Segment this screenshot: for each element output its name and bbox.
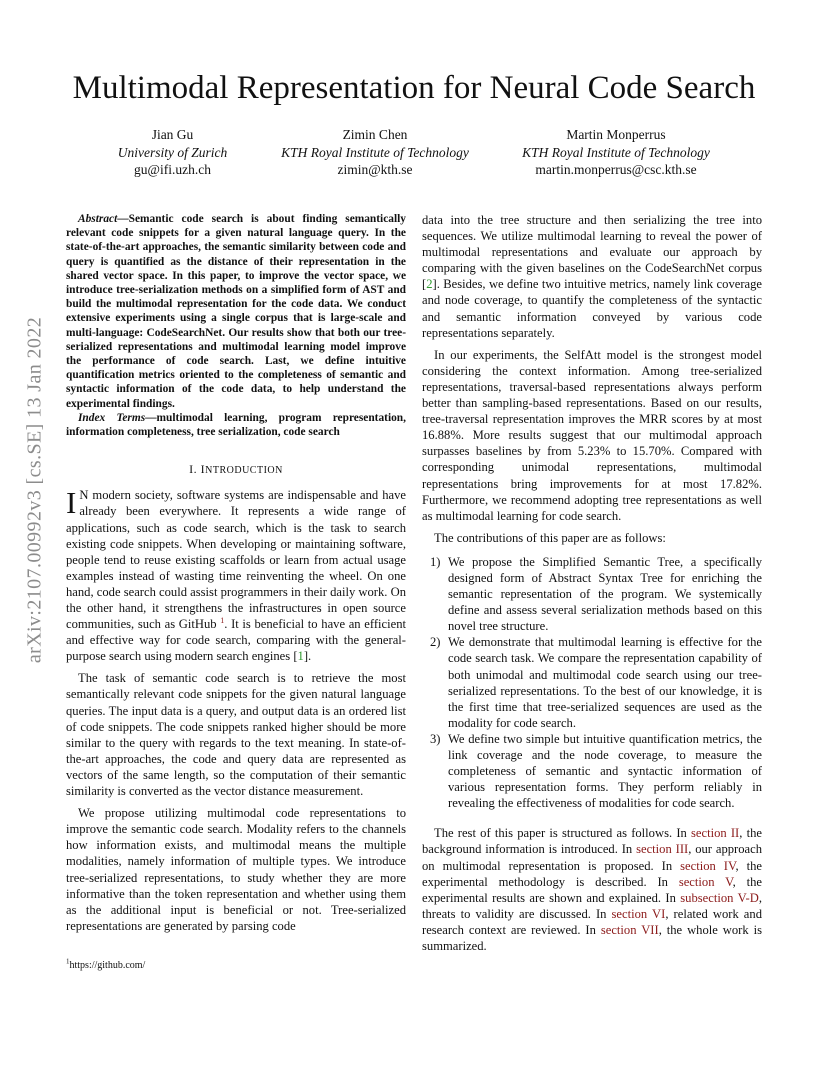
- intro-paragraph-2: The task of semantic code search is to retrieve the most semantically relevant code snippets for the given natural language queries. The input data is a query, and output data is an ordered list of code snippets. The code snippets ranked higher should be more similar to the query with regards to the text meaning. In state-of-the-art approaches, the code and query data are represented as vectors of the same length, so the computation of their semantic similarity is converted as the vector distance measurement.: [66, 671, 406, 799]
- footnote-mark[interactable]: 1: [220, 615, 225, 625]
- intro-paragraph-7: [422, 825, 762, 954]
- author-block-3: [500, 126, 732, 179]
- paragraph-text: , the experimental results are shown and explained. In: [422, 874, 762, 905]
- section-link[interactable]: section IV: [680, 858, 736, 873]
- citation-link[interactable]: 2: [426, 277, 433, 292]
- list-item: [422, 634, 762, 731]
- author-name: Martin Monperrus: [566, 127, 666, 142]
- index-terms: [66, 411, 406, 439]
- abstract-text: —Semantic code search is about finding semantically relevant code snippets for a given natural language query. In the state-of-the-art approaches, the semantic similarity between code and query is quantified as the distance of their representation in the shared vector space. In this paper, to improve the vector space, we introduce tree-serialization methods on a simplified form of AST and build the multimodal representation for the code data. We conduct extensive experiments using a single corpus that is large-scale and multi-language: CodeSearchNet. Our results show that both our tree-serialized representations and multimodal learning model improve the performance of code search. Last, we define intuitive quantification metrics oriented to the completeness of semantic and syntactic information of the code data, to help understand the experimental findings.: [66, 213, 406, 410]
- list-text: We propose the Simplified Semantic Tree, a specifically designed form of Abstract Syntax Tree for enriching the semantic representation of the program. We systemically define and assess several serialization methods based on this novel tree structure.: [448, 554, 762, 634]
- left-column: [66, 212, 406, 940]
- author-block-2: [260, 126, 490, 179]
- intro-paragraph-6: The contributions of this paper are as follows:: [434, 530, 666, 545]
- paragraph-text: , our approach on multimodal representation is proposed. In: [422, 842, 763, 873]
- paragraph-text: . It is beneficial to have an efficient and effective way for code search, comparing with the general-purpose search using modern search engines [: [66, 617, 406, 664]
- section-title-rest: NTRODUCTION: [205, 465, 283, 477]
- intro-paragraph-5: In our experiments, the SelfAtt model is the strongest model considering the context information. Among tree-serialized representations, traversal-based representations always perform better than sampling-based representations. Based on our results, tree-traversal representation improves the MRR scores by at most 16.88%. More results suggest that our multimodal approach surpasses baselines by from 5.23% to 15.70%. Compared with corresponding unimodal representations, multimodal representations bring improvements for at most 17.82%. Furthermore, we recommend adopting tree representations as well as multimodal learning for code search.: [422, 347, 762, 523]
- arxiv-stamp: arXiv:2107.00992v3 [cs.SE] 13 Jan 2022: [23, 316, 46, 664]
- paragraph-text: , the experimental methodology is described. In: [422, 858, 762, 889]
- drop-cap: I: [66, 485, 77, 521]
- section-link[interactable]: section III: [636, 842, 689, 857]
- section-link[interactable]: section VII: [600, 922, 659, 937]
- author-name: Zimin Chen: [342, 127, 408, 142]
- index-terms-label: Index Terms: [78, 411, 146, 424]
- author-affiliation: KTH Royal Institute of Technology: [281, 144, 469, 160]
- abstract-label: Abstract: [78, 213, 118, 225]
- paragraph-text: , the background information is introduced. In: [422, 826, 762, 857]
- paragraph-text: , related work and research context are reviewed. In: [422, 906, 762, 937]
- list-text: We demonstrate that multimodal learning is effective for the code search task. We compare the representation capability of both unimodal and multimodal code search using our tree-serialized representations. To the best of our knowledge, it is the first time that tree-serialized sequences are used as the modality for code search.: [448, 635, 762, 730]
- author-block-1: [85, 126, 260, 179]
- paragraph-text: data into the tree structure and then serializing the tree into sequences. We utilize multimodal learning to reveal the power of multimodal representations and evaluate our approach by comparing with the given baselines on the CodeSearchNet corpus [: [422, 213, 762, 292]
- paragraph-text: ]. Besides, we define two intuitive metrics, namely link coverage and node coverage, to quantify the completeness of the syntactic and semantic information conveyed by various code representations separately.: [422, 277, 762, 340]
- section-numeral: I.: [189, 462, 201, 477]
- paragraph-text: N modern society, software systems are indispensable and have already been everywhere. It represents a wide range of applications, such as code search, which is the task to search existing code snippets. When developing or maintaining software, people tend to reuse existing scaffolds or learn from actual usage examples instead of wasting time reinventing the wheel. On one hand, code search could assist programmers in their daily work. On the other hand, it strengthens the infrastructures in open source communities, such as GitHub: [66, 488, 406, 632]
- author-name: Jian Gu: [151, 127, 194, 142]
- list-number: 3): [430, 731, 441, 746]
- list-item: [422, 731, 762, 811]
- author-email: martin.monperrus@csc.kth.se: [535, 162, 697, 177]
- section-heading-introduction: [66, 461, 406, 479]
- intro-paragraph-4: [422, 212, 762, 341]
- paper-title: Multimodal Representation for Neural Code Search: [72, 70, 756, 106]
- paragraph-text: The rest of this paper is structured as follows. In: [434, 826, 691, 841]
- paragraph-text: , the whole work is summarized.: [422, 922, 762, 954]
- section-link[interactable]: section VI: [611, 906, 666, 921]
- intro-paragraph-3: We propose utilizing multimodal code representations to improve the semantic code search. Modality refers to the channels how information exists, and multimodal means the multiple modalities, namely information of multiple types. We introduce tree-serialized representations, to study whether they are more informative than the token representation and whether using them as the additional input is beneficial or not. Tree-serialized representations are generated by parsing code: [66, 806, 406, 933]
- author-affiliation: University of Zurich: [117, 144, 228, 160]
- section-link[interactable]: subsection V-D: [680, 890, 759, 905]
- author-email: zimin@kth.se: [337, 162, 413, 177]
- section-link[interactable]: section V: [678, 874, 733, 889]
- citation-link[interactable]: 1: [297, 649, 304, 664]
- contributions-list: [422, 554, 762, 812]
- list-text: We define two simple but intuitive quantification metrics, the link coverage and the node coverage, to measure the completeness of semantic and syntactic information of various representation forms. They perform reliably in revealing the effectiveness of modalities for code search.: [448, 731, 762, 811]
- section-title-initial: I: [200, 462, 206, 477]
- section-link[interactable]: section II: [691, 826, 740, 841]
- intro-paragraph-1: [66, 487, 406, 664]
- paragraph-text: , threats to validity are discussed. In: [422, 890, 762, 921]
- list-number: 1): [430, 554, 441, 569]
- paragraph-text: ].: [303, 649, 312, 664]
- footnote: [66, 957, 146, 971]
- right-column: [422, 212, 762, 960]
- footnote-text[interactable]: https://github.com/: [69, 960, 146, 971]
- index-terms-text: —multimodal learning, program representation, information completeness, tree serialization, code search: [66, 411, 406, 439]
- abstract: [66, 212, 406, 411]
- footnote-mark: 1: [66, 957, 70, 966]
- author-affiliation: KTH Royal Institute of Technology: [522, 144, 710, 160]
- list-item: [422, 554, 762, 634]
- list-number: 2): [430, 635, 441, 650]
- author-email: gu@ifi.uzh.ch: [134, 162, 211, 177]
